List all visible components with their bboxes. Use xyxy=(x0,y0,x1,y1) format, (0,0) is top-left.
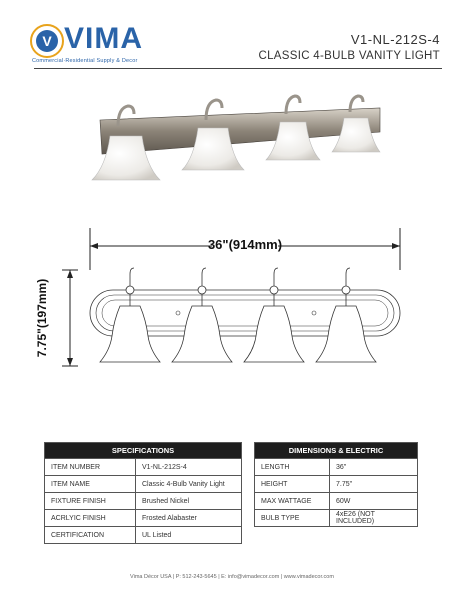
width-dimension-label: 36"(914mm) xyxy=(207,237,283,252)
dimension-label: BULB TYPE xyxy=(255,510,330,527)
dimensions-table xyxy=(254,442,418,527)
logo-wordmark: VIMA xyxy=(64,22,143,55)
table-row xyxy=(255,510,418,527)
footer-contact: Vima Décor USA | P: 512-243-5645 | E: info@vimadecor.com | www.vimadecor.com xyxy=(130,574,334,580)
drawing-lamp-1 xyxy=(100,268,160,362)
drawing-lamp-4 xyxy=(316,268,376,362)
table-row xyxy=(45,527,242,544)
specifications-table xyxy=(44,442,242,544)
logo-emblem xyxy=(30,24,64,58)
drawing-lamp-3 xyxy=(244,268,304,362)
spec-label: ACRLYIC FINISH xyxy=(45,510,136,527)
spec-value: V1-NL-212S-4 xyxy=(136,459,242,476)
logo-letter: V xyxy=(36,30,58,52)
specifications-title: SPECIFICATIONS xyxy=(45,443,242,459)
table-row xyxy=(45,476,242,493)
drawing-lamp-2 xyxy=(172,268,232,362)
spec-value: UL Listed xyxy=(136,527,242,544)
table-row xyxy=(255,476,418,493)
spec-label: ITEM NUMBER xyxy=(45,459,136,476)
dimension-label: MAX WATTAGE xyxy=(255,493,330,510)
spec-value: Classic 4-Bulb Vanity Light xyxy=(136,476,242,493)
product-name: CLASSIC 4-BULB VANITY LIGHT xyxy=(258,50,440,62)
table-row xyxy=(45,510,242,527)
dimension-label: HEIGHT xyxy=(255,476,330,493)
technical-drawing xyxy=(26,226,446,386)
dimension-label: LENGTH xyxy=(255,459,330,476)
table-row xyxy=(255,493,418,510)
spec-value: Brushed Nickel xyxy=(136,493,242,510)
product-photo xyxy=(80,92,400,202)
dimension-value: 36" xyxy=(330,459,418,476)
header-divider xyxy=(34,68,442,69)
logo-tagline: Commercial·Residential Supply & Decor xyxy=(32,58,138,64)
spec-value: Frosted Alabaster xyxy=(136,510,242,527)
table-row xyxy=(45,459,242,476)
dimension-value: 7.75" xyxy=(330,476,418,493)
spec-label: CERTIFICATION xyxy=(45,527,136,544)
height-dimension-label: 7.75"(197mm) xyxy=(35,278,49,358)
dimension-value: 4xE26 (NOT INCLUDED) xyxy=(330,510,418,527)
table-row xyxy=(255,459,418,476)
product-code: V1-NL-212S-4 xyxy=(350,32,440,47)
spec-label: ITEM NAME xyxy=(45,476,136,493)
vima-logo xyxy=(30,22,143,72)
dimensions-title: DIMENSIONS & ELECTRIC xyxy=(255,443,418,459)
table-row xyxy=(45,493,242,510)
spec-label: FIXTURE FINISH xyxy=(45,493,136,510)
dimension-value: 60W xyxy=(330,493,418,510)
